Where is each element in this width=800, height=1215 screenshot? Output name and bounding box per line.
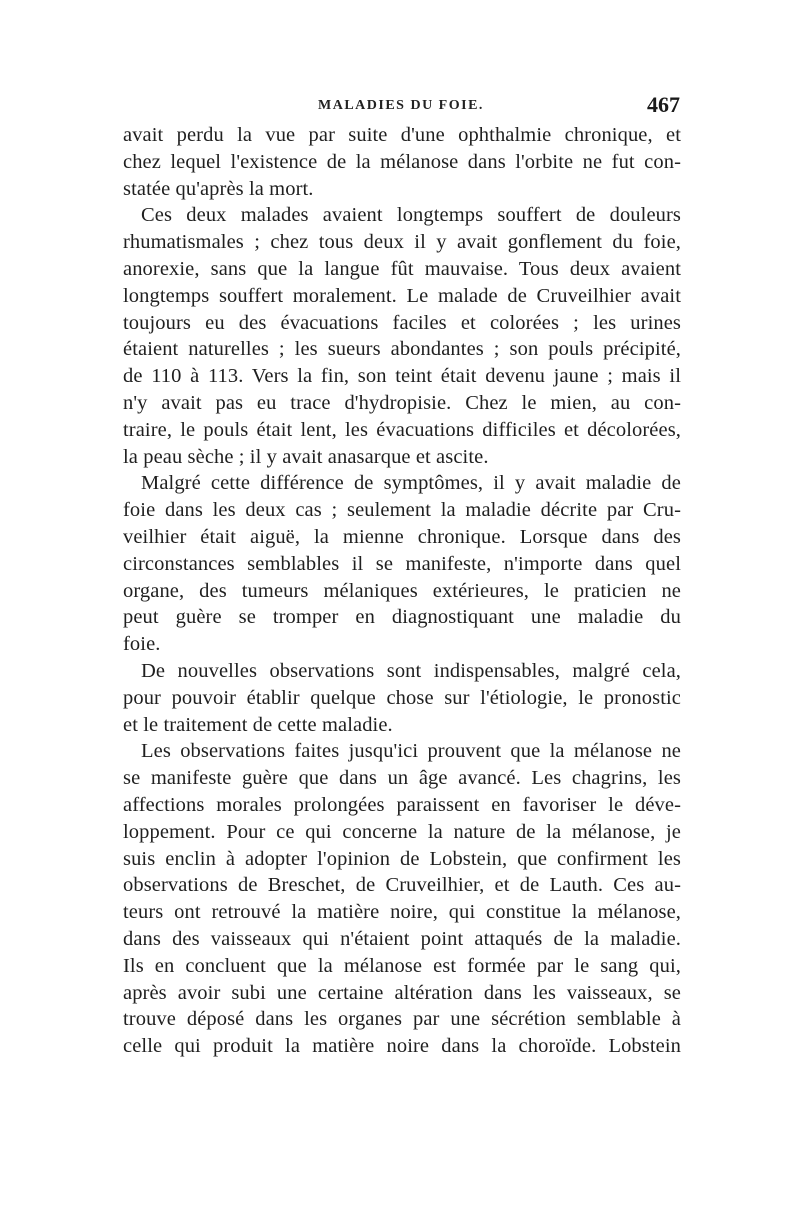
running-title: MALADIES DU FOIE. — [318, 98, 484, 113]
text-line: traire, le pouls était lent, les évacuations difficiles et décolorées, — [123, 418, 681, 441]
text-line: foie. — [123, 633, 161, 656]
text-line: anorexie, sans que la langue fût mauvaise. Tous deux avaient — [123, 257, 681, 280]
text-line: de 110 à 113. Vers la fin, son teint était devenu jaune ; mais il — [123, 365, 681, 388]
text-line: celle qui produit la matière noire dans la choroïde. Lobstein — [123, 1035, 681, 1058]
text-line: longtemps souffert moralement. Le malade de Cruveilhier avait — [123, 284, 681, 307]
text-line: pour pouvoir établir quelque chose sur l'étiologie, le pronostic — [123, 686, 681, 709]
text-line: circonstances semblables il se manifeste, n'importe dans quel — [123, 552, 681, 575]
text-line: Ils en concluent que la mélanose est formée par le sang qui, — [123, 954, 681, 977]
text-line: De nouvelles observations sont indispensables, malgré cela, — [141, 659, 681, 682]
body-text — [123, 122, 681, 1060]
text-line: peut guère se tromper en diagnostiquant une maladie du — [123, 606, 681, 629]
text-line: dans des vaisseaux qui n'étaient point attaqués de la maladie. — [123, 927, 681, 950]
text-line: chez lequel l'existence de la mélanose dans l'orbite ne fut con- — [123, 150, 681, 173]
text-line: après avoir subi une certaine altération dans les vaisseaux, se — [123, 981, 681, 1004]
page-number: 467 — [647, 92, 680, 117]
text-line: teurs ont retrouvé la matière noire, qui constitue la mélanose, — [123, 901, 681, 924]
text-line: foie dans les deux cas ; seulement la maladie décrite par Cru- — [123, 499, 681, 522]
text-line: n'y avait pas eu trace d'hydropisie. Chez le mien, au con- — [123, 391, 681, 414]
text-line: loppement. Pour ce qui concerne la nature de la mélanose, je — [123, 820, 681, 843]
text-line: Malgré cette différence de symptômes, il y avait maladie de — [141, 472, 681, 495]
text-line: se manifeste guère que dans un âge avancé. Les chagrins, les — [123, 767, 681, 790]
text-line: avait perdu la vue par suite d'une ophthalmie chronique, et — [123, 124, 681, 146]
text-line: suis enclin à adopter l'opinion de Lobstein, que confirment les — [123, 847, 681, 870]
text-line: rhumatismales ; chez tous deux il y avait gonflement du foie, — [123, 231, 681, 254]
text-line: veilhier était aiguë, la mienne chronique. Lorsque dans des — [123, 525, 681, 548]
text-line: toujours eu des évacuations faciles et colorées ; les urines — [123, 311, 681, 334]
text-line: la peau sèche ; il y avait anasarque et ascite. — [123, 445, 489, 468]
text-line: trouve déposé dans les organes par une sécrétion semblable à — [123, 1008, 681, 1031]
text-line: et le traitement de cette maladie. — [123, 713, 393, 736]
running-header — [128, 92, 680, 120]
text-line: Ces deux malades avaient longtemps souffert de douleurs — [141, 204, 681, 227]
text-line: affections morales prolongées paraissent en favoriser le déve- — [123, 793, 681, 816]
text-line: statée qu'après la mort. — [123, 177, 314, 200]
text-line: observations de Breschet, de Cruveilhier, et de Lauth. Ces au- — [123, 874, 681, 897]
text-line: étaient naturelles ; les sueurs abondantes ; son pouls précipité, — [123, 338, 681, 361]
text-line: organe, des tumeurs mélaniques extérieures, le praticien ne — [123, 579, 681, 602]
text-line: Les observations faites jusqu'ici prouvent que la mélanose ne — [141, 740, 681, 763]
